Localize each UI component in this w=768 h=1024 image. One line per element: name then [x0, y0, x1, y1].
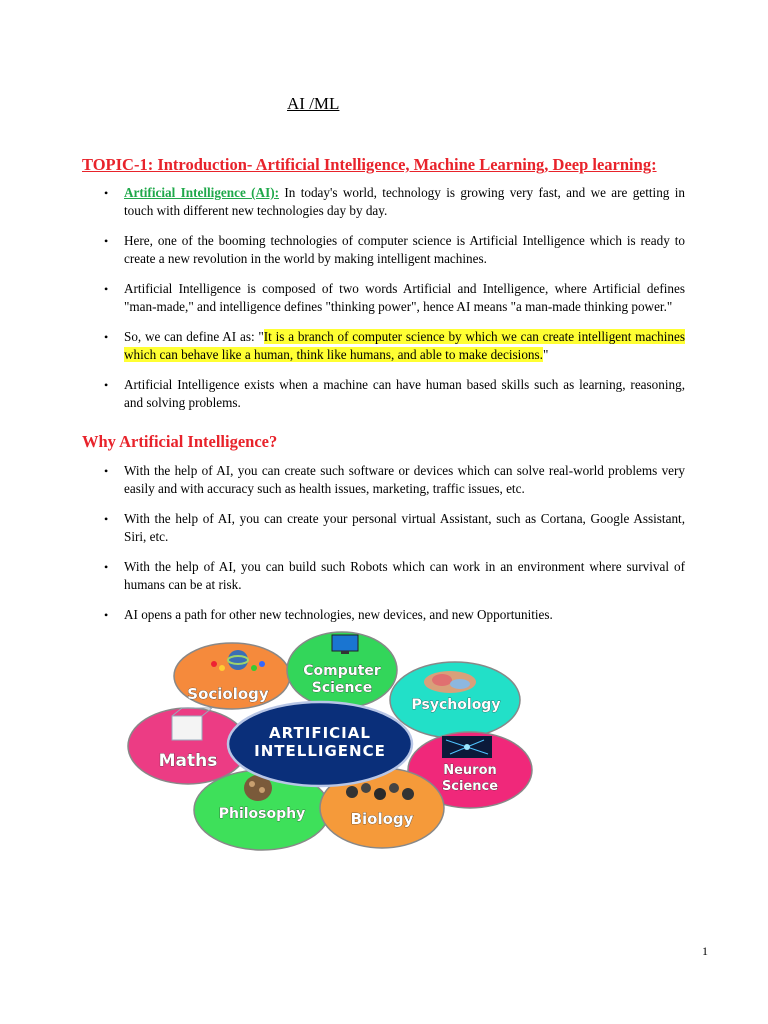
- list-item: • With the help of AI, you can create your personal virtual Assistant, such as Cortana, Google Assistant, Siri, etc.: [107, 510, 685, 546]
- brain-icon: [424, 671, 476, 693]
- psychology-label: Psychology: [411, 697, 501, 713]
- artificial-intelligence-center: [228, 702, 412, 786]
- ai-term: Artificial Intelligence (AI):: [124, 185, 279, 200]
- list-item: [107, 232, 685, 268]
- computer-science-label-line1: Computer: [303, 663, 381, 679]
- definition-prefix: So, we can define AI as: ": [124, 329, 264, 344]
- neuron-science-label-line2: Science: [441, 779, 499, 794]
- list-item: • With the help of AI, you can create such software or devices which can solve real-world problems very easily and with accuracy such as health issues, marketing, traffic issues, etc.: [107, 462, 685, 498]
- list-item-text: Artificial Intelligence is composed of two words Artificial and Intelligence, where Artificial defines "man-made," and intelligence defines "thinking power", hence AI means "a man-made thinking power.": [124, 281, 685, 314]
- ai-fields-diagram: [120, 628, 540, 856]
- document-title: AI /ML: [287, 94, 340, 113]
- list-item: [107, 184, 685, 220]
- sociology-bubble: [174, 643, 290, 709]
- why-heading: Why Artificial Intelligence?: [82, 432, 278, 451]
- psychology-bubble: [390, 662, 520, 738]
- intro-bullet-list: [107, 184, 685, 424]
- why-bullet-list: [107, 462, 685, 636]
- definition-suffix: ": [542, 347, 549, 362]
- list-item-text: Artificial Intelligence exists when a machine can have human based skills such as learning, reasoning, and solving problems.: [124, 377, 685, 410]
- biology-label: Biology: [350, 810, 414, 828]
- list-item-text: Here, one of the booming technologies of computer science is Artificial Intelligence which is ready to create a new revolution in the world by making intelligent machines.: [124, 233, 685, 266]
- topic-heading: TOPIC-1: Introduction- Artificial Intelligence, Machine Learning, Deep learning:: [82, 155, 657, 174]
- list-item: [107, 280, 685, 316]
- neuron-icon: [442, 736, 492, 758]
- sociology-label: Sociology: [187, 685, 269, 703]
- computer-icon: [332, 635, 358, 654]
- computer-science-label-line2: Science: [311, 680, 373, 696]
- list-item: [107, 328, 685, 364]
- philosophy-label: Philosophy: [218, 806, 306, 822]
- highlighted-definition: It is a branch of computer science by which we can create intelligent machines which can behave like a human, think like humans, and able to make decisions.: [124, 329, 685, 362]
- list-item: [107, 376, 685, 412]
- neuron-science-label-line1: Neuron: [443, 763, 497, 778]
- center-label-line1: ARTIFICIAL: [269, 724, 371, 742]
- list-item-text: In today's world, technology is growing very fast, and we are getting in touch with different new technologies day by day.: [124, 185, 685, 218]
- page-number: 1: [702, 944, 708, 958]
- list-item: • With the help of AI, you can build such Robots which can work in an environment where survival of humans can be at risk.: [107, 558, 685, 594]
- maths-label: Maths: [158, 751, 218, 771]
- center-label-line2: INTELLIGENCE: [254, 742, 386, 760]
- list-item: • AI opens a path for other new technologies, new devices, and new Opportunities.: [107, 606, 685, 624]
- computer-science-bubble: [287, 632, 397, 708]
